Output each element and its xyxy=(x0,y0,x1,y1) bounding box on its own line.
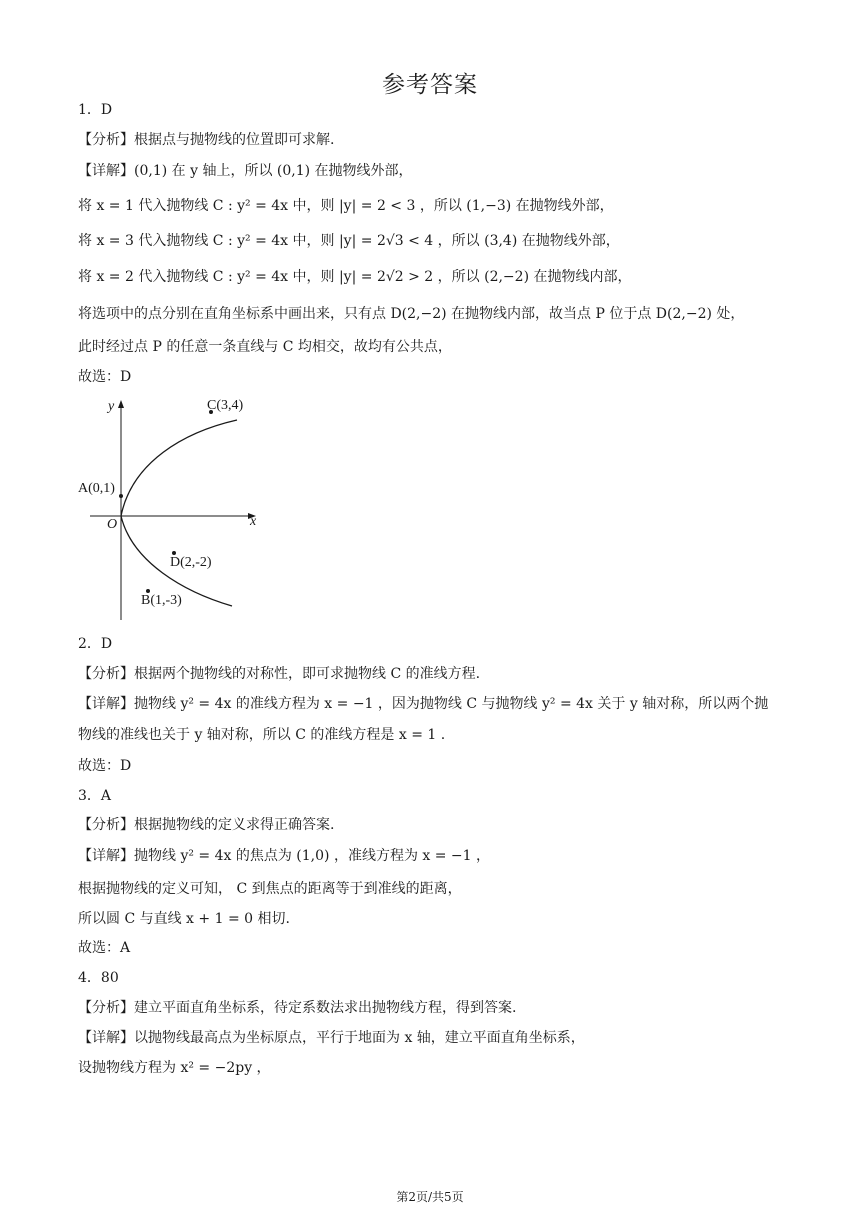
parabola-figure xyxy=(74,392,274,632)
answer-4-heading: 4．80 xyxy=(78,970,119,986)
y-axis-arrow xyxy=(118,400,124,408)
answer-4-detail-line: 设抛物线方程为 x² = −2py ， xyxy=(78,1060,271,1076)
point-a xyxy=(119,494,123,498)
answer-3-detail-line: 【详解】抛物线 y² = 4x 的焦点为 (1,0) ，准线方程为 x = −1 ， xyxy=(78,848,491,864)
answer-2-detail-line: 物线的准线也关于 y 轴对称，所以 C 的准线方程是 x = 1 . xyxy=(78,727,446,743)
x-axis-label: x xyxy=(250,514,257,529)
answer-2-heading: 2．D xyxy=(78,636,113,652)
point-c-label: C(3,4) xyxy=(207,398,244,413)
answer-3-detail-line: 所以圆 C 与直线 x + 1 = 0 相切. xyxy=(78,911,290,927)
y-axis-label: y xyxy=(108,399,115,414)
answer-2-detail-line: 【详解】抛物线 y² = 4x 的准线方程为 x = −1 ，因为抛物线 C 与抛物线 y² = 4x 关于 y 轴对称，所以两个抛 xyxy=(78,696,769,712)
answer-1-analysis: 【分析】根据点与抛物线的位置即可求解. xyxy=(78,132,335,148)
page-footer: 第2页/共5页 xyxy=(396,1190,464,1204)
page-title: 参考答案 xyxy=(382,72,478,98)
answer-1-heading: 1．D xyxy=(78,102,113,118)
answer-3-detail-line: 根据抛物线的定义可知， C 到焦点的距离等于到准线的距离， xyxy=(78,881,462,897)
answer-2-analysis: 【分析】根据两个抛物线的对称性，即可求抛物线 C 的准线方程. xyxy=(78,666,481,682)
answer-4-detail-line: 【详解】以抛物线最高点为坐标原点，平行于地面为 x 轴，建立平面直角坐标系， xyxy=(78,1030,585,1046)
point-b-label: B(1,-3) xyxy=(141,593,182,608)
answer-1-detail-line: 此时经过点 P 的任意一条直线与 C 均相交，故均有公共点， xyxy=(78,339,452,355)
answer-3-choice: 故选：A xyxy=(78,940,131,956)
answer-1-detail-line: 将 x = 2 代入抛物线 C : y² = 4x 中，则 |y| = 2√2 > 2 ，所以 (2,−2) 在抛物线内部， xyxy=(78,269,632,285)
answer-2-choice: 故选：D xyxy=(78,758,132,774)
answer-3-heading: 3．A xyxy=(78,788,112,804)
answer-1-choice: 故选：D xyxy=(78,369,132,385)
answer-1-detail-line: 【详解】(0,1) 在 y 轴上，所以 (0,1) 在抛物线外部， xyxy=(78,163,413,179)
origin-label: O xyxy=(107,517,118,532)
answer-1-detail-line: 将 x = 1 代入抛物线 C : y² = 4x 中，则 |y| = 2 < 3 ，所以 (1,−3) 在抛物线外部， xyxy=(78,198,614,214)
point-d-label: D(2,-2) xyxy=(170,555,212,570)
parabola-curve xyxy=(121,420,237,606)
point-a-label: A(0,1) xyxy=(78,481,115,496)
answer-4-analysis: 【分析】建立平面直角坐标系，待定系数法求出抛物线方程，得到答案. xyxy=(78,1000,517,1016)
answer-1-detail-line: 将选项中的点分别在直角坐标系中画出来，只有点 D(2,−2) 在抛物线内部，故当点 P 位于点 D(2,−2) 处， xyxy=(78,306,745,322)
answer-3-analysis: 【分析】根据抛物线的定义求得正确答案. xyxy=(78,817,335,833)
answer-1-detail-line: 将 x = 3 代入抛物线 C : y² = 4x 中，则 |y| = 2√3 < 4 ，所以 (3,4) 在抛物线外部， xyxy=(78,233,620,249)
